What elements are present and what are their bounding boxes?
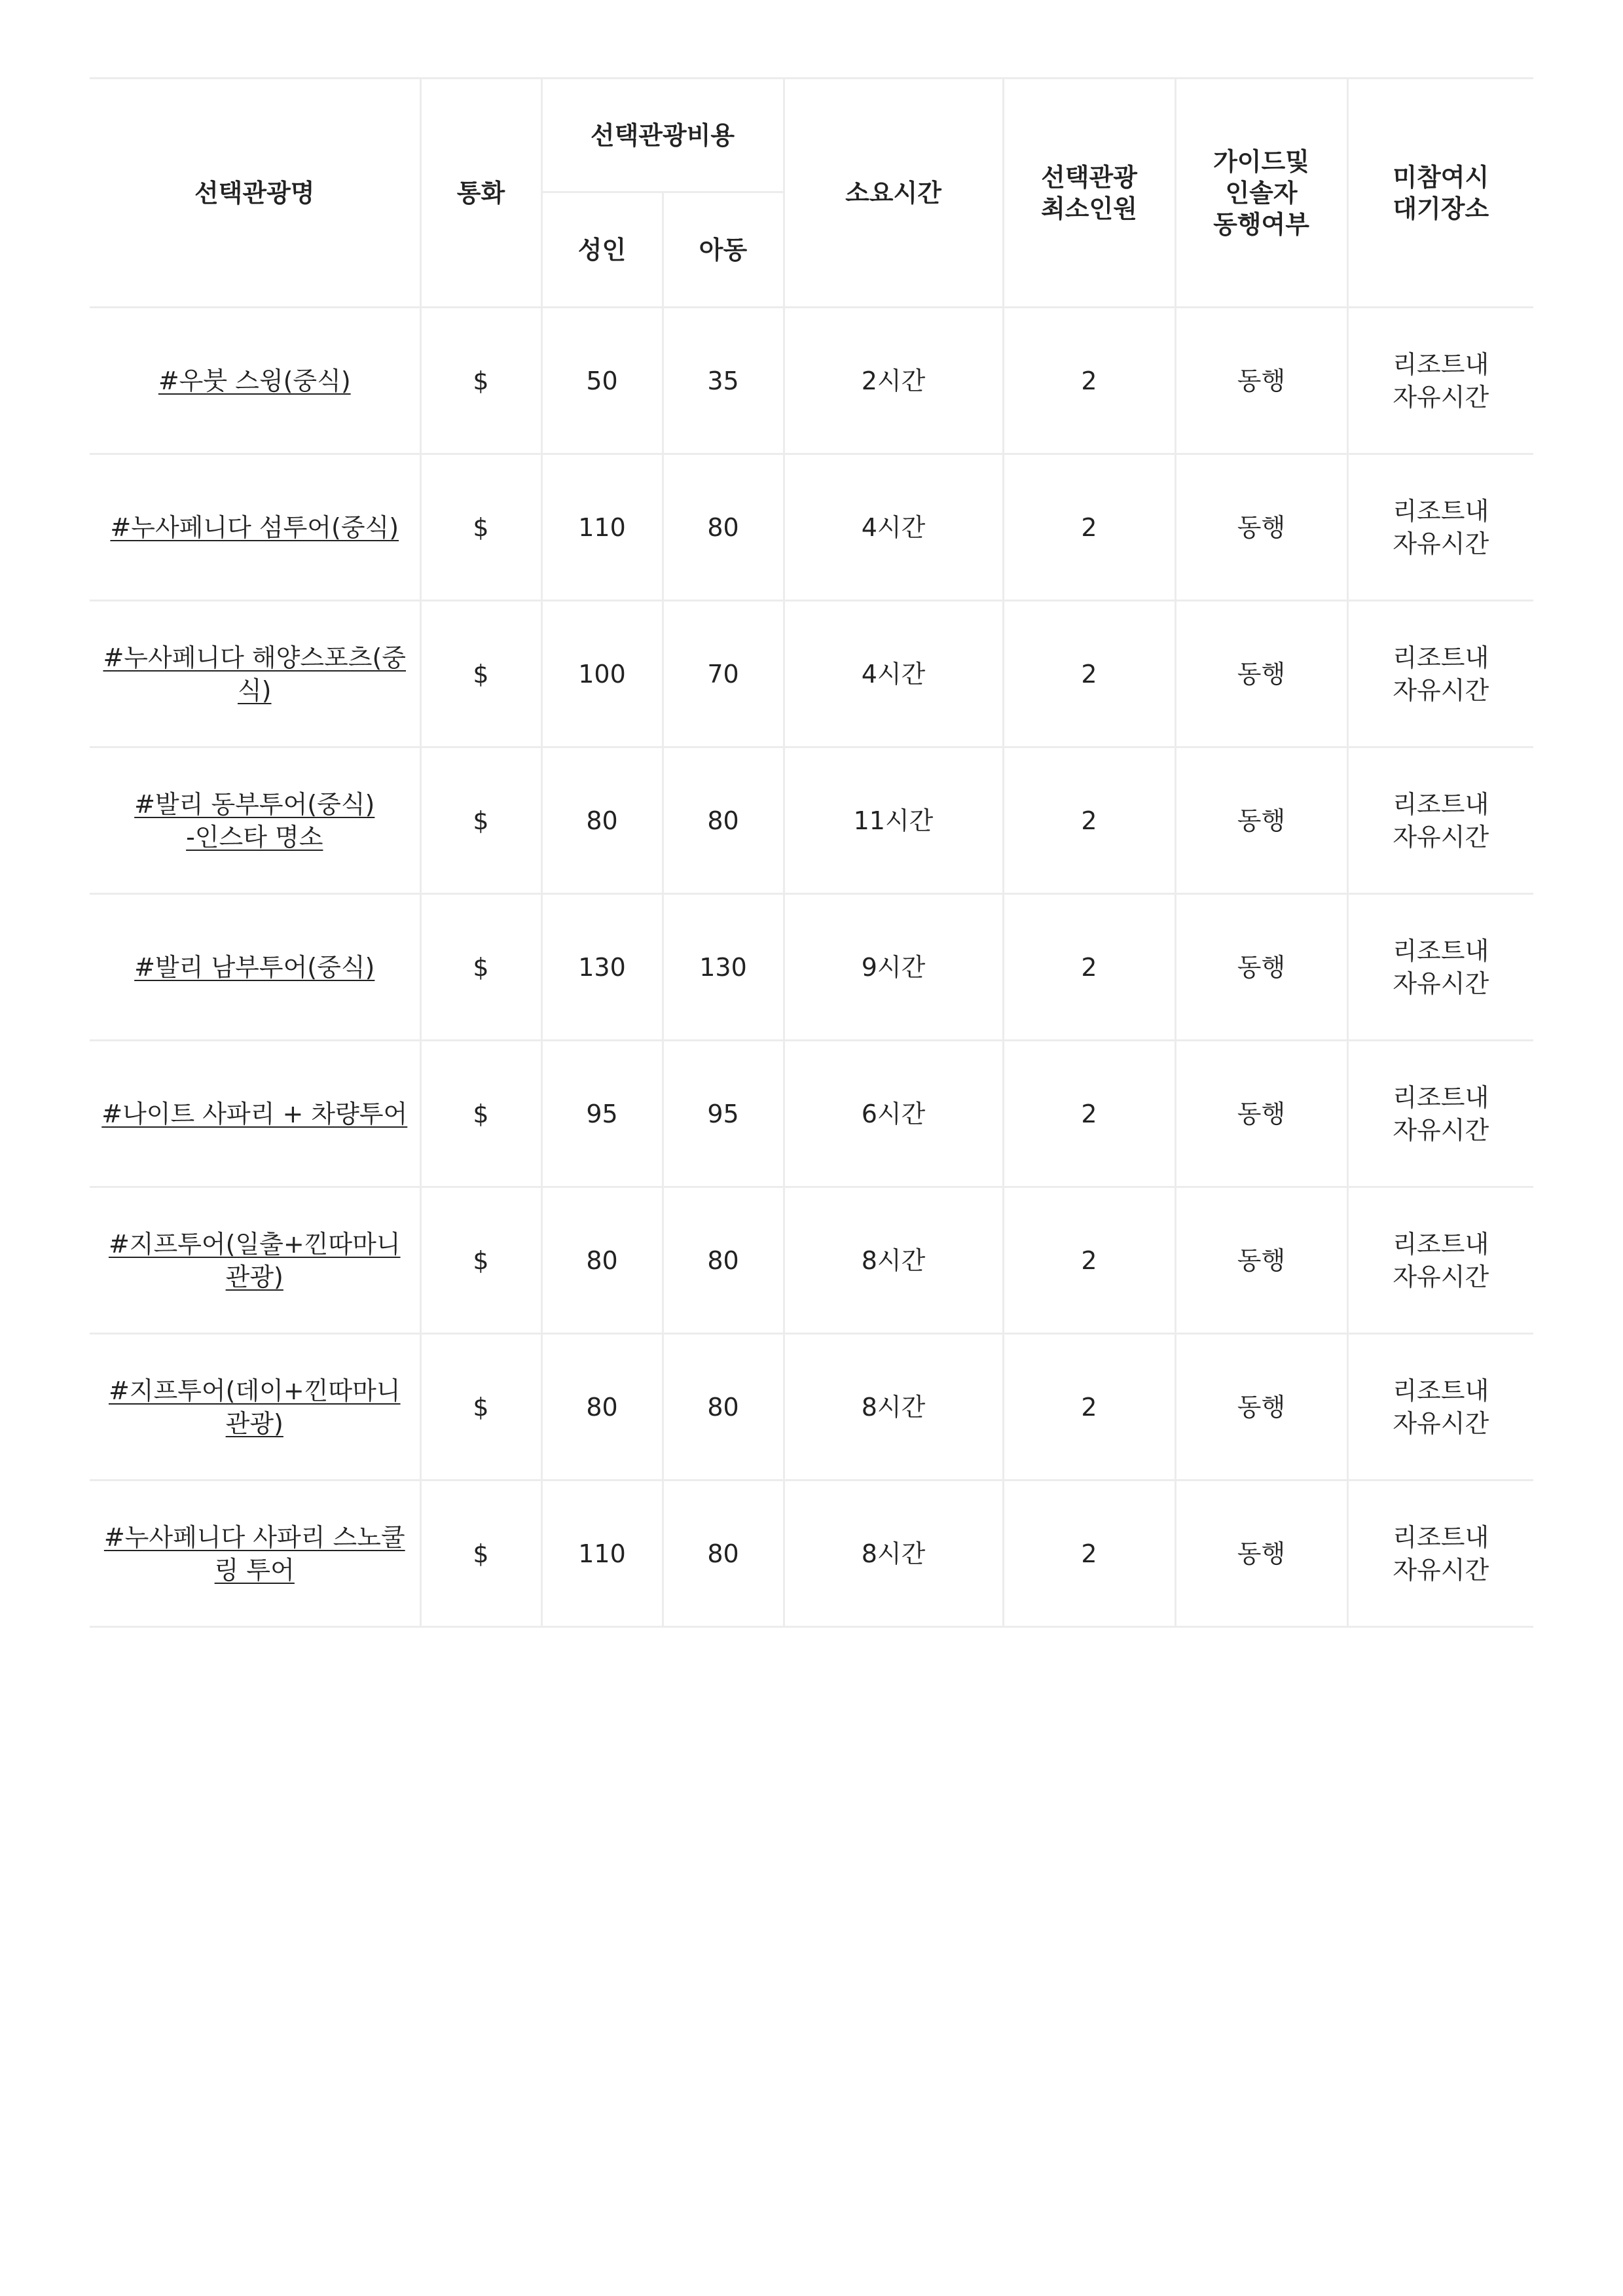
table-body — [90, 308, 1533, 1627]
duration-cell: 2시간 — [784, 308, 1003, 454]
header-currency: 통화 — [420, 79, 541, 308]
duration-cell: 4시간 — [784, 601, 1003, 747]
table-row — [90, 1041, 1533, 1187]
min-people-cell: 2 — [1003, 454, 1175, 601]
child-price-cell: 70 — [663, 601, 784, 747]
tour-link[interactable]: #누사페니다 섬투어(중식) — [110, 512, 399, 542]
currency-cell: $ — [420, 1334, 541, 1480]
child-price-cell: 80 — [663, 747, 784, 894]
currency-cell: $ — [420, 1480, 541, 1627]
currency-cell: $ — [420, 601, 541, 747]
adult-price-cell: 130 — [541, 894, 663, 1041]
min-people-cell: 2 — [1003, 747, 1175, 894]
header-cost: 선택관광비용 — [541, 79, 784, 192]
tour-name-cell — [90, 747, 420, 894]
min-people-cell: 2 — [1003, 1187, 1175, 1334]
currency-cell: $ — [420, 308, 541, 454]
header-tour-name: 선택관광명 — [90, 79, 420, 308]
min-people-cell: 2 — [1003, 308, 1175, 454]
currency-cell: $ — [420, 1187, 541, 1334]
table-row — [90, 1480, 1533, 1627]
adult-price-cell: 80 — [541, 747, 663, 894]
waiting-place-cell: 리조트내 자유시간 — [1347, 1041, 1533, 1187]
header-adult: 성인 — [541, 192, 663, 308]
optional-tour-table — [90, 77, 1533, 1628]
header-waiting-place: 미참여시 대기장소 — [1347, 79, 1533, 308]
min-people-cell: 2 — [1003, 894, 1175, 1041]
guide-cell: 동행 — [1175, 1041, 1347, 1187]
tour-link[interactable]: #나이트 사파리 + 차량투어 — [101, 1099, 408, 1128]
header-guide: 가이드및 인솔자 동행여부 — [1175, 79, 1347, 308]
waiting-place-cell: 리조트내 자유시간 — [1347, 1480, 1533, 1627]
table-row — [90, 894, 1533, 1041]
duration-cell: 6시간 — [784, 1041, 1003, 1187]
child-price-cell: 95 — [663, 1041, 784, 1187]
waiting-place-cell: 리조트내 자유시간 — [1347, 1334, 1533, 1480]
adult-price-cell: 110 — [541, 454, 663, 601]
min-people-cell: 2 — [1003, 1041, 1175, 1187]
child-price-cell: 80 — [663, 1187, 784, 1334]
adult-price-cell: 95 — [541, 1041, 663, 1187]
header-duration: 소요시간 — [784, 79, 1003, 308]
duration-cell: 11시간 — [784, 747, 1003, 894]
adult-price-cell: 110 — [541, 1480, 663, 1627]
guide-cell: 동행 — [1175, 1187, 1347, 1334]
child-price-cell: 80 — [663, 454, 784, 601]
table-row — [90, 308, 1533, 454]
tour-link[interactable]: #지프투어(일출+낀따마니관광) — [108, 1229, 401, 1291]
adult-price-cell: 80 — [541, 1334, 663, 1480]
child-price-cell: 80 — [663, 1334, 784, 1480]
min-people-cell: 2 — [1003, 1480, 1175, 1627]
tour-name-cell — [90, 894, 420, 1041]
duration-cell: 8시간 — [784, 1334, 1003, 1480]
tour-name-cell — [90, 1334, 420, 1480]
adult-price-cell: 50 — [541, 308, 663, 454]
child-price-cell: 35 — [663, 308, 784, 454]
child-price-cell: 80 — [663, 1480, 784, 1627]
guide-cell: 동행 — [1175, 601, 1347, 747]
currency-cell: $ — [420, 1041, 541, 1187]
table-header — [90, 79, 1533, 308]
duration-cell: 8시간 — [784, 1480, 1003, 1627]
guide-cell: 동행 — [1175, 1480, 1347, 1627]
tour-name-cell — [90, 308, 420, 454]
tour-link[interactable]: #발리 남부투어(중식) — [134, 952, 375, 982]
waiting-place-cell: 리조트내 자유시간 — [1347, 601, 1533, 747]
table-row — [90, 1334, 1533, 1480]
table-row — [90, 747, 1533, 894]
tour-name-cell — [90, 1041, 420, 1187]
duration-cell: 9시간 — [784, 894, 1003, 1041]
guide-cell: 동행 — [1175, 747, 1347, 894]
adult-price-cell: 80 — [541, 1187, 663, 1334]
duration-cell: 4시간 — [784, 454, 1003, 601]
table-row — [90, 601, 1533, 747]
tour-link[interactable]: #누사페니다 사파리 스노쿨링 투어 — [103, 1522, 405, 1585]
child-price-cell: 130 — [663, 894, 784, 1041]
guide-cell: 동행 — [1175, 1334, 1347, 1480]
tour-name-cell — [90, 1480, 420, 1627]
currency-cell: $ — [420, 894, 541, 1041]
guide-cell: 동행 — [1175, 308, 1347, 454]
tour-link[interactable]: #누사페니다 해양스포츠(중식) — [103, 643, 407, 705]
tour-name-cell — [90, 601, 420, 747]
min-people-cell: 2 — [1003, 1334, 1175, 1480]
header-min-people: 선택관광 최소인원 — [1003, 79, 1175, 308]
tour-link[interactable]: #발리 동부투어(중식) -인스타 명소 — [134, 789, 375, 852]
waiting-place-cell: 리조트내 자유시간 — [1347, 454, 1533, 601]
min-people-cell: 2 — [1003, 601, 1175, 747]
table-row — [90, 1187, 1533, 1334]
header-child: 아동 — [663, 192, 784, 308]
guide-cell: 동행 — [1175, 894, 1347, 1041]
tour-link[interactable]: #우붓 스윙(중식) — [158, 366, 351, 395]
currency-cell: $ — [420, 454, 541, 601]
tour-link[interactable]: #지프투어(데이+낀따마니관광) — [108, 1376, 401, 1438]
currency-cell: $ — [420, 747, 541, 894]
tour-name-cell — [90, 1187, 420, 1334]
table-row — [90, 454, 1533, 601]
waiting-place-cell: 리조트내 자유시간 — [1347, 747, 1533, 894]
duration-cell: 8시간 — [784, 1187, 1003, 1334]
waiting-place-cell: 리조트내 자유시간 — [1347, 308, 1533, 454]
guide-cell: 동행 — [1175, 454, 1347, 601]
waiting-place-cell: 리조트내 자유시간 — [1347, 1187, 1533, 1334]
waiting-place-cell: 리조트내 자유시간 — [1347, 894, 1533, 1041]
tour-name-cell — [90, 454, 420, 601]
adult-price-cell: 100 — [541, 601, 663, 747]
